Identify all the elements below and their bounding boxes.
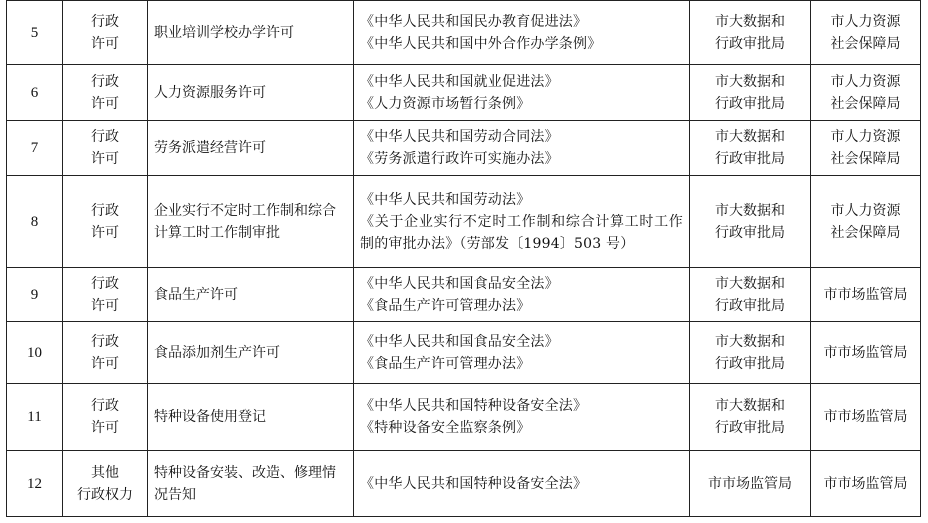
approval-department: 市市场监管局 [690,451,811,517]
item-name: 劳务派遣经营许可 [148,121,354,176]
power-type: 行政 许可 [63,121,148,176]
legal-basis: 《中华人民共和国劳动法》 《关于企业实行不定时工作制和综合计算工时工作制的审批办法》（劳部发〔1994〕503 号） [354,176,690,268]
power-type: 行政 许可 [63,268,148,322]
power-type: 行政 许可 [63,384,148,451]
supervision-department: 市人力资源 社会保障局 [811,1,921,65]
power-type: 行政 许可 [63,1,148,65]
item-name: 特种设备安装、改造、修理情况告知 [148,451,354,517]
row-number: 9 [7,268,63,322]
table-row [7,1,921,65]
power-type: 行政 许可 [63,65,148,121]
legal-basis: 《中华人民共和国特种设备安全法》 [354,451,690,517]
row-number: 5 [7,1,63,65]
permits-table [6,0,921,517]
legal-basis: 《中华人民共和国食品安全法》 《食品生产许可管理办法》 [354,268,690,322]
table-row [7,384,921,451]
legal-basis: 《中华人民共和国就业促进法》 《人力资源市场暂行条例》 [354,65,690,121]
table-row [7,322,921,384]
approval-department: 市大数据和 行政审批局 [690,268,811,322]
supervision-department: 市市场监管局 [811,384,921,451]
table-row [7,121,921,176]
approval-department: 市大数据和 行政审批局 [690,176,811,268]
legal-basis: 《中华人民共和国民办教育促进法》 《中华人民共和国中外合作办学条例》 [354,1,690,65]
supervision-department: 市人力资源 社会保障局 [811,121,921,176]
row-number: 7 [7,121,63,176]
item-name: 食品添加剂生产许可 [148,322,354,384]
item-name: 职业培训学校办学许可 [148,1,354,65]
item-name: 特种设备使用登记 [148,384,354,451]
row-number: 11 [7,384,63,451]
row-number: 6 [7,65,63,121]
approval-department: 市大数据和 行政审批局 [690,322,811,384]
power-type: 其他 行政权力 [63,451,148,517]
item-name: 企业实行不定时工作制和综合计算工时工作制审批 [148,176,354,268]
supervision-department: 市市场监管局 [811,268,921,322]
supervision-department: 市市场监管局 [811,322,921,384]
row-number: 8 [7,176,63,268]
supervision-department: 市人力资源 社会保障局 [811,65,921,121]
approval-department: 市大数据和 行政审批局 [690,1,811,65]
table-row [7,65,921,121]
approval-department: 市大数据和 行政审批局 [690,65,811,121]
legal-basis: 《中华人民共和国特种设备安全法》 《特种设备安全监察条例》 [354,384,690,451]
power-type: 行政 许可 [63,176,148,268]
supervision-department: 市人力资源 社会保障局 [811,176,921,268]
power-type: 行政 许可 [63,322,148,384]
legal-basis: 《中华人民共和国食品安全法》 《食品生产许可管理办法》 [354,322,690,384]
table-row [7,176,921,268]
legal-basis: 《中华人民共和国劳动合同法》 《劳务派遣行政许可实施办法》 [354,121,690,176]
table-row [7,268,921,322]
item-name: 食品生产许可 [148,268,354,322]
approval-department: 市大数据和 行政审批局 [690,121,811,176]
row-number: 10 [7,322,63,384]
approval-department: 市大数据和 行政审批局 [690,384,811,451]
table-row [7,451,921,517]
item-name: 人力资源服务许可 [148,65,354,121]
supervision-department: 市市场监管局 [811,451,921,517]
row-number: 12 [7,451,63,517]
